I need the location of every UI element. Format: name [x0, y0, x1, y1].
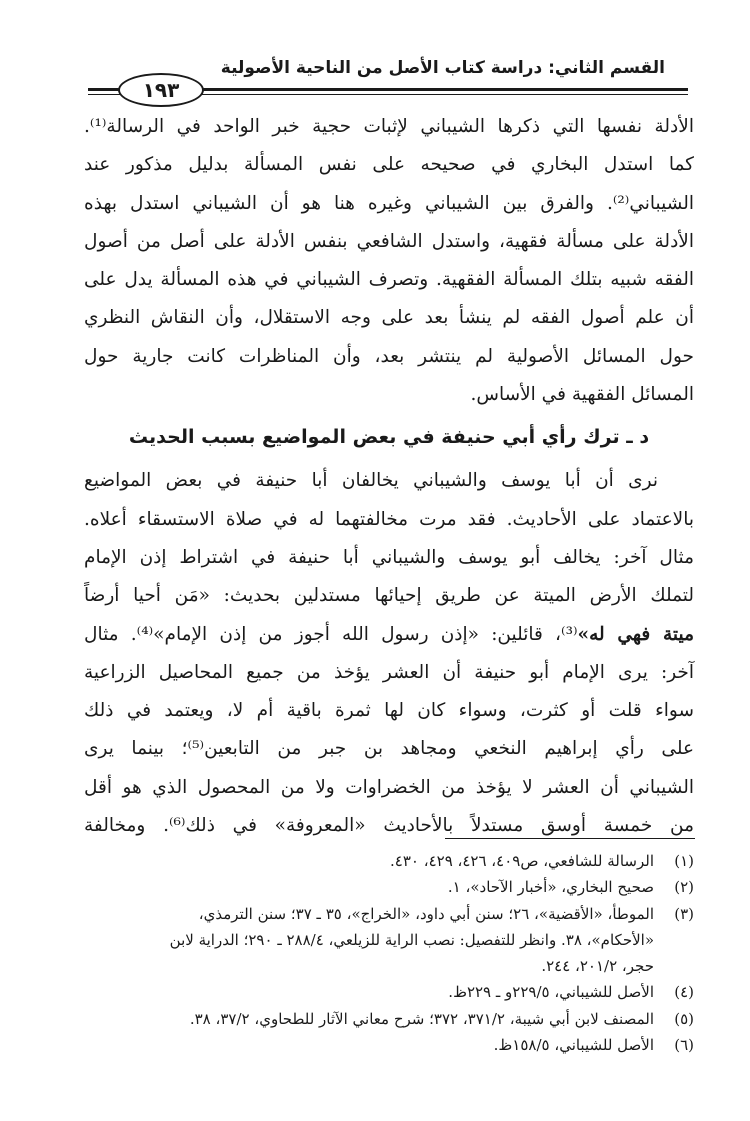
text-line: نرى أن أبا يوسف والشيباني يخالفان أبا حنيفة في بعض المواضيع: [84, 470, 658, 492]
text-line: الفقه شبيه بتلك المسألة الفقهية. وتصرف الشيباني في هذه المسألة يدل على: [84, 269, 694, 291]
footnote-continuation: حجر، ٢٠١/٢، ٢٤٤.: [541, 957, 654, 976]
section-heading: د ـ ترك رأي أبي حنيفة في بعض المواضيع بسبب الحديث: [128, 426, 650, 449]
footnote-text: الرسالة للشافعي، ص٤٠٩، ٤٢٦، ٤٢٩، ٤٣٠.: [390, 852, 654, 870]
footnote-text: الموطأ، «الأقضية»، ٢٦؛ سنن أبي داود، «الخراج»، ٣٥ ـ ٣٧؛ سنن الترمذي،: [198, 904, 654, 923]
page-number-badge: [118, 73, 204, 107]
footnote-item: [84, 1006, 694, 1032]
footnote-text: الأصل للشيباني، ١٥٨/٥ظ.: [493, 1036, 654, 1055]
footnote-item: [84, 901, 694, 927]
text-line: [84, 616, 694, 654]
text-line: سواء قلت أو كثرت، وسواء كان لها ثمرة باقية أم لا، ويعتمد في ذلك: [84, 700, 694, 722]
footnote-separator: [445, 838, 695, 839]
hadith-quote-bold: ميتة فهي له»: [577, 623, 694, 645]
footnote-text: المصنف لابن أبي شيبة، ٣٧١/٢، ٣٧٢؛ شرح معاني الآثار للطحاوي، ٣٧/٢، ٣٨.: [189, 1009, 654, 1028]
text-line: حول المسائل الأصولية لم ينتشر بعد، وأن المناظرات كانت جارية حول: [84, 345, 694, 367]
footnote-continuation: «الأحكام»، ٣٨. وانظر للتفصيل: نصب الراية للزيلعي، ٢٨٨/٤ ـ ٢٩٠؛ الدراية لابن: [169, 930, 654, 949]
text-line-rest: ⁽³⁾، قائلين: «إذن رسول الله أجوز من إذن الإمام»⁽⁴⁾. مثال: [84, 623, 578, 645]
main-text: [84, 108, 694, 845]
footnote-item: [84, 1032, 694, 1058]
footnotes: [84, 848, 694, 1058]
text-line: من خمسة أوسق مستدلاً بالأحاديث «المعروفة» في ذلك⁽⁶⁾. ومخالفة: [84, 815, 694, 837]
text-line: الشيباني أن العشر لا يؤخذ من الخضراوات ولا من المحصول الذي هو أقل: [84, 776, 694, 798]
text-line: الشيباني⁽²⁾. والفرق بين الشيباني وغيره هنا هو أن الشيباني استدل بهذه: [84, 192, 694, 214]
text-line: أن علم أصول الفقه لم ينشأ بعد على وجه الاستقلال، وأن النقاش النظري: [84, 307, 694, 329]
footnote-number: (٤): [674, 983, 694, 1002]
footnote-text: صحيح البخاري، «أخبار الآحاد»، ١.: [447, 878, 654, 897]
footnote-text: الأصل للشيباني، ٢٢٩/٥و ـ ٢٢٩ظ.: [448, 983, 654, 1002]
text-line: آخر: يرى الإمام أبو حنيفة أن العشر يؤخذ من جميع المحاصيل الزراعية: [84, 661, 694, 683]
running-header: القسم الثاني: دراسة كتاب الأصل من الناحية الأصولية: [220, 58, 665, 78]
text-line: المسائل الفقهية في الأساس.: [470, 384, 694, 406]
footnote-number: (٥): [674, 1009, 694, 1028]
footnote-item: [84, 874, 694, 900]
text-line: كما استدل البخاري في صحيحه على نفس المسألة بدليل مذكور عند: [84, 154, 694, 176]
text-line: على رأي إبراهيم النخعي ومجاهد بن جبر من التابعين⁽⁵⁾؛ بينما يرى: [84, 738, 694, 760]
text-line: الأدلة على مسألة فقهية، واستدل الشافعي بنفس الأدلة على أصل من أصول: [84, 230, 694, 252]
footnote-number: (٦): [674, 1036, 694, 1055]
footnote-item: [84, 979, 694, 1005]
footnote-number: (٣): [674, 904, 694, 923]
text-line: مثال آخر: يخالف أبو يوسف والشيباني أبا حنيفة في اشتراط إذن الإمام: [84, 546, 694, 568]
text-line: بالاعتماد على الأحاديث. فقد مرت مخالفتهما له في صلاة الاستسقاء أعلاه.: [84, 508, 694, 530]
footnote-number: (٢): [674, 878, 694, 897]
footnote-item: [84, 848, 694, 874]
page-number: ١٩٣: [142, 78, 180, 102]
text-line: الأدلة نفسها التي ذكرها الشيباني لإثبات حجية خبر الواحد في الرسالة⁽¹⁾.: [84, 116, 694, 137]
footnote-number: (١): [674, 852, 694, 870]
text-line: لتملك الأرض الميتة عن طريق إحيائها مستدلين بحديث: «مَن أحيا أرضاً: [84, 585, 694, 607]
